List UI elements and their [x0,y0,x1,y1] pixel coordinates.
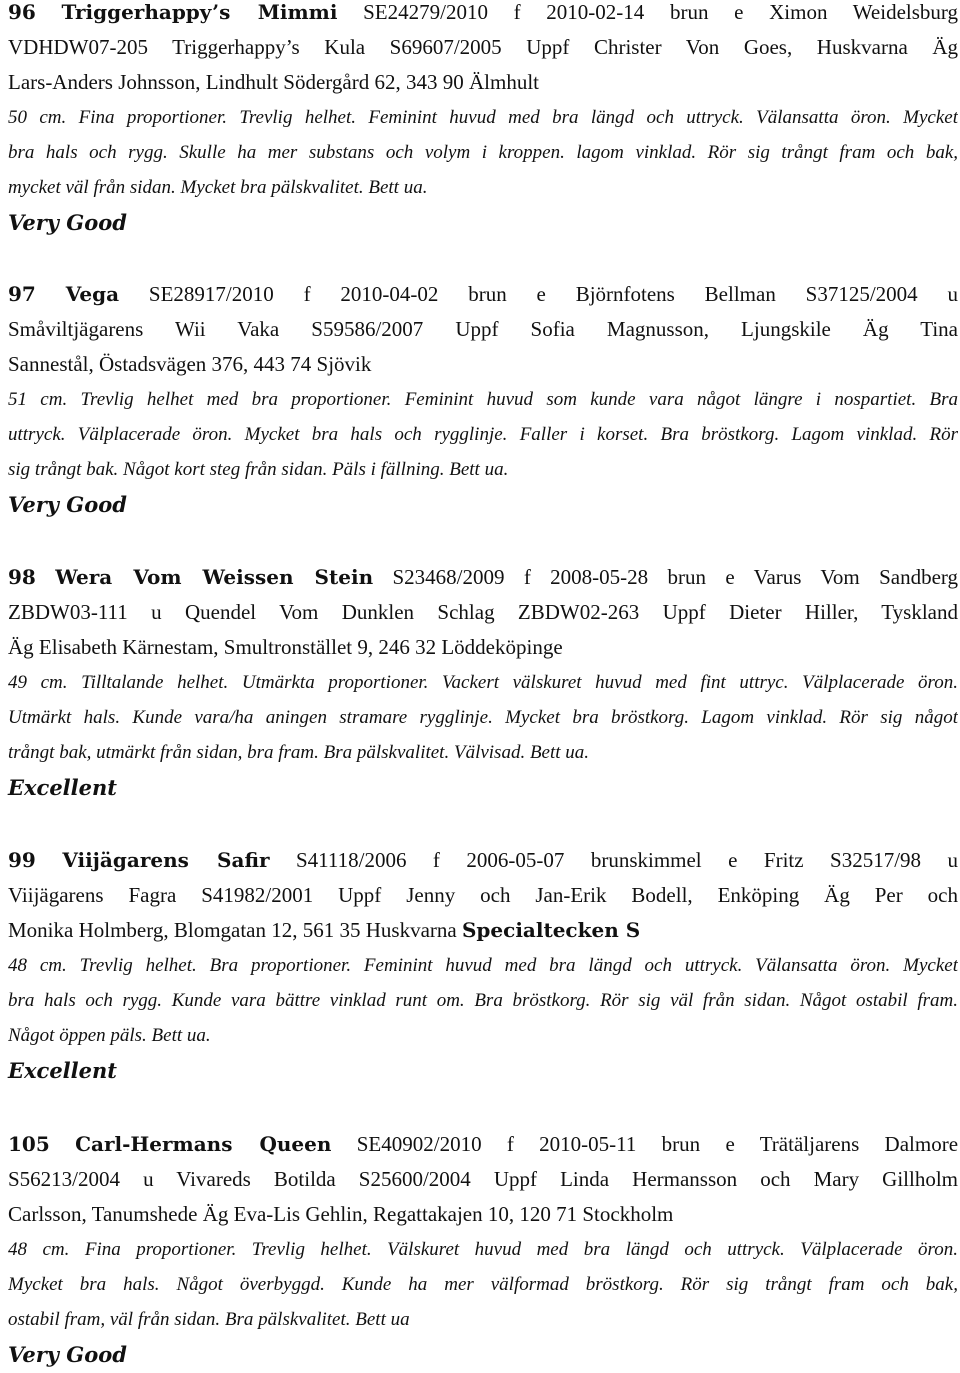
entry-header-line-3 [8,913,958,948]
dog-name: Viijägarens Safir [62,848,270,872]
catalog-number: 98 [8,565,36,589]
grade: Very Good [8,210,127,235]
critique-line-2: bra hals och rygg. Kunde vara bättre vinklad runt om. Bra bröstkorg. Rör sig väl från sidan. Något ostabil fram. [8,990,958,1011]
dog-name: Triggerhappy’s Mimmi [61,0,338,24]
critique-line-1: 48 cm. Trevlig helhet. Bra proportioner. Feminint huvud med bra längd och uttryck. Välansatta öron. Mycket [8,955,958,976]
header-text: SE28917/2010 f 2010-04-02 brun e Björnfotens Bellman S37125/2004 u [148,282,958,306]
grade: Excellent [8,1058,117,1083]
critique-line-3: mycket väl från sidan. Mycket bra pälskvalitet. Bett ua. [8,177,428,198]
entry-header-line-2: ZBDW03-111 u Quendel Vom Dunklen Schlag ZBDW02-263 Uppf Dieter Hiller, Tyskland [8,600,958,624]
critique-line-1: 51 cm. Trevlig helhet med bra proportioner. Feminint huvud som kunde vara något längre i nospartiet. Bra [8,389,958,410]
critique-line-3: sig trångt bak. Något kort steg från sidan. Päls i fällning. Bett ua. [8,459,509,480]
critique-line-3: ostabil fram, väl från sidan. Bra pälskvalitet. Bett ua [8,1309,410,1330]
catalog-number: 99 [8,848,36,872]
entry-header-line-3: Lars-Anders Johnsson, Lindhult Södergård 62, 343 90 Älmhult [8,70,539,94]
catalog-number: 105 [8,1132,50,1156]
entry-header-line-1 [8,560,958,595]
entry-header-line-1 [8,277,958,312]
dog-name: Carl-Hermans Queen [75,1132,332,1156]
header-text: S41118/2006 f 2006-05-07 brunskimmel e Fritz S32517/98 u [296,848,958,872]
critique-line-1: 50 cm. Fina proportioner. Trevlig helhet. Feminint huvud med bra längd och uttryck. Välansatta öron. Mycket [8,107,958,128]
entry-header-line-3: Äg Elisabeth Kärnestam, Smultronstället 9, 246 32 Löddeköpinge [8,635,563,659]
critique-line-3: trångt bak, utmärkt från sidan, bra fram. Bra pälskvalitet. Välvisad. Bett ua. [8,742,590,763]
grade: Excellent [8,775,117,800]
dog-name: Wera Vom Weissen Stein [55,565,374,589]
header-text: Monika Holmberg, Blomgatan 12, 561 35 Huskvarna [8,918,457,942]
critique-line-1: 48 cm. Fina proportioner. Trevlig helhet. Välskuret huvud med bra längd och uttryck. Välplacerade öron. [8,1239,958,1260]
entry-header-line-1 [8,0,958,30]
critique-line-2: bra hals och rygg. Skulle ha mer substans och volym i kroppen. lagom vinklad. Rör sig trångt fram och bak, [8,142,958,163]
critique-line-3: Något öppen päls. Bett ua. [8,1025,211,1046]
special-mark: Specialtecken S [461,918,641,942]
dog-entry-99 [8,843,958,1088]
header-text: S23468/2009 f 2008-05-28 brun e Varus Vom Sandberg [392,565,958,589]
header-text: SE24279/2010 f 2010-02-14 brun e Ximon Weidelsburg [363,0,958,24]
critique-line-1: 49 cm. Tilltalande helhet. Utmärkta proportioner. Vackert välskuret huvud med fint uttryc. Välplacerade öron. [8,672,958,693]
entry-header-line-2: Småviltjägarens Wii Vaka S59586/2007 Uppf Sofia Magnusson, Ljungskile Äg Tina [8,317,958,341]
entry-header-line-2: S56213/2004 u Vivareds Botilda S25600/2004 Uppf Linda Hermansson och Mary Gillholm [8,1167,958,1191]
dog-name: Vega [65,282,120,306]
dog-entry-105 [8,1127,958,1372]
grade: Very Good [8,1342,127,1367]
catalog-number: 96 [8,0,36,24]
entry-header-line-1 [8,843,958,878]
entry-header-line-3: Sannestål, Östadsvägen 376, 443 74 Sjövik [8,352,372,376]
critique-line-2: Utmärkt hals. Kunde vara/ha aningen stramare rygglinje. Mycket bra bröstkorg. Lagom vinklad. Rör sig något [8,707,958,728]
catalog-number: 97 [8,282,36,306]
entry-header-line-3: Carlsson, Tanumshede Äg Eva-Lis Gehlin, Regattakajen 10, 120 71 Stockholm [8,1202,674,1226]
dog-entry-97 [8,277,958,522]
entry-header-line-2: VDHDW07-205 Triggerhappy’s Kula S69607/2005 Uppf Christer Von Goes, Huskvarna Äg [8,35,958,59]
entry-header-line-2: Viijägarens Fagra S41982/2001 Uppf Jenny och Jan-Erik Bodell, Enköping Äg Per och [8,883,958,907]
grade: Very Good [8,492,127,517]
dog-entry-98 [8,560,958,805]
critique-line-2: Mycket bra hals. Något överbyggd. Kunde ha mer välformad bröstkorg. Rör sig trångt fram och bak, [8,1274,958,1295]
entry-header-line-1 [8,1127,958,1162]
dog-entry-96 [8,0,958,240]
header-text: SE40902/2010 f 2010-05-11 brun e Trätäljarens Dalmore [356,1132,958,1156]
critique-line-2: uttryck. Välplacerade öron. Mycket bra hals och rygglinje. Faller i korset. Bra bröstkorg. Lagom vinklad. Rör [8,424,958,445]
